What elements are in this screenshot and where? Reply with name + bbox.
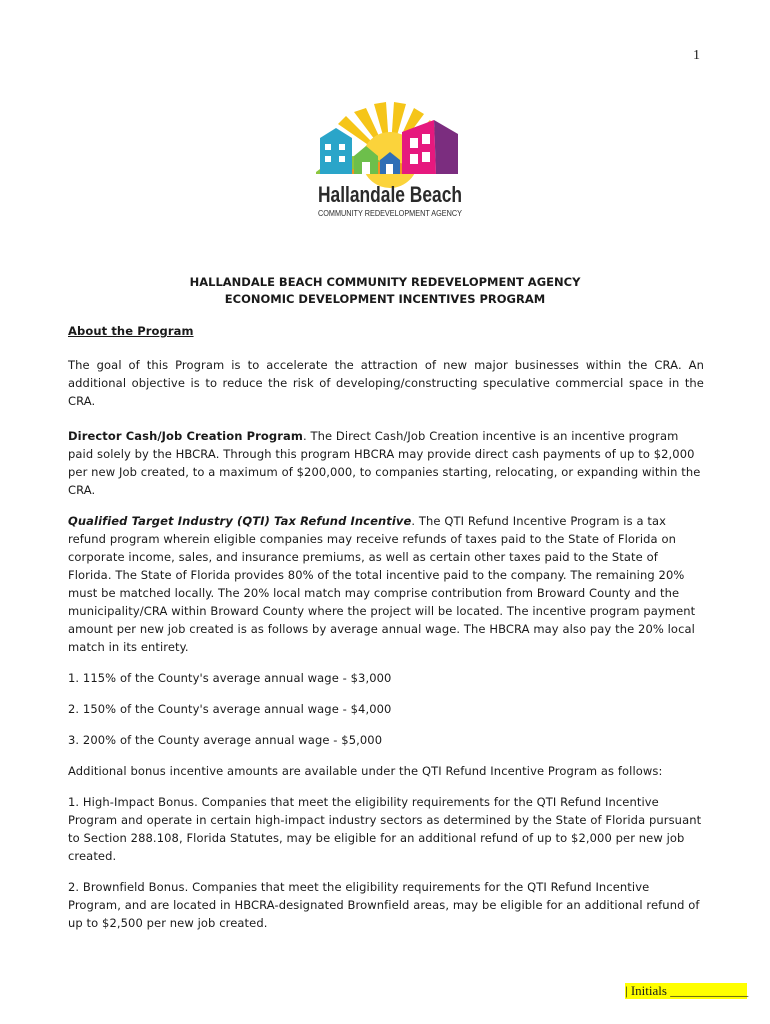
qti-body: . The QTI Refund Incentive Program is a tax refund program wherein eligible companies may receive refunds of taxes paid to the State of Florida on corporate income, sales, and insurance premiums, as well as certain other taxes paid to the State of Florida. The State of Florida provides 80% of the total incentive paid to the company. The remaining 20% must be matched locally. The 20% local match may comprise contribution from Broward County and the municipality/CRA within Broward County where the project will be located. The incentive program payment amount per new job created is as follows by average annual wage. The HBCRA may also pay the 20% local match in its entirety. [68, 514, 696, 654]
hallandale-beach-cra-logo [314, 98, 466, 222]
intro-paragraph: The goal of this Program is to accelerate the attraction of new major businesses within the CRA. An additional objective is to reduce the risk of developing/constructing speculative commercial space in the CRA. [68, 358, 704, 408]
wage-tier-1: 1. 115% of the County's average annual wage - $3,000 [68, 671, 392, 685]
heading-line-1: HALLANDALE BEACH COMMUNITY REDEVELOPMENT AGENCY [189, 275, 581, 289]
initials-field[interactable]: | Initials ____________ [625, 983, 749, 998]
director-paragraph [68, 427, 704, 499]
teal-house [320, 128, 352, 174]
qti-paragraph [68, 512, 704, 656]
bonus-brownfield: 2. Brownfield Bonus. Companies that meet the eligibility requirements for the QTI Refund Incentive Program, and are located in HBCRA-designated Brownfield areas, may be eligible for an additional refund of up to $2,500 per new job created. [68, 880, 700, 930]
about-section-title: About the Program [68, 324, 194, 338]
bonus-intro: Additional bonus incentive amounts are available under the QTI Refund Incentive Program as follows: [68, 764, 663, 778]
heading-line-2: ECONOMIC DEVELOPMENT INCENTIVES PROGRAM [224, 292, 546, 306]
logo-wordmark: Hallandale Beach [318, 182, 462, 207]
director-body: . The Direct Cash/Job Creation incentive is an incentive program paid solely by the HBCRA. Through this program HBCRA may provide direct cash payments of up to $2,000 per new Job created, to a maximum of $200,000, to companies starting, relocating, or expanding within the CRA. [68, 429, 701, 497]
document-body [68, 322, 704, 945]
purple-building [434, 120, 458, 174]
page-number: 1 [693, 48, 700, 63]
bonus-high-impact: 1. High-Impact Bonus. Companies that meet the eligibility requirements for the QTI Refund Incentive Program and operate in certain high-impact industry sectors as determined by the State of Florida pursuant to Section 288.108, Florida Statutes, may be eligible for an additional refund of up to $2,000 per new job created. [68, 795, 702, 863]
wage-tier-3: 3. 200% of the County average annual wage - $5,000 [68, 733, 383, 747]
document-heading [0, 274, 770, 308]
logo-subtitle: COMMUNITY REDEVELOPMENT AGENCY [318, 208, 463, 218]
director-title: Director Cash/Job Creation Program [68, 429, 303, 443]
wage-tier-2: 2. 150% of the County's average annual wage - $4,000 [68, 702, 392, 716]
qti-title: Qualified Target Industry (QTI) Tax Refund Incentive [68, 514, 412, 528]
